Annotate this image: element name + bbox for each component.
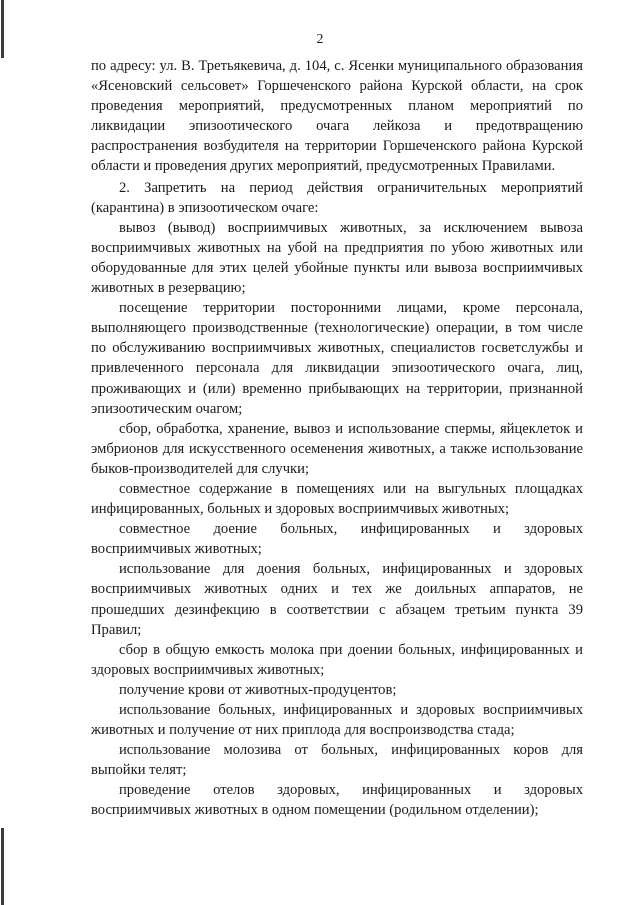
paragraph-calving-ban: проведение отелов здоровых, инфицированных и здоровых восприимчивых животных в одном помещении (родильном отделении); — [91, 782, 583, 819]
scan-edge-bottom — [1, 828, 4, 905]
paragraph-milking-equipment-ban: использование для доения больных, инфицированных и здоровых восприимчивых животных одних и тех же доильных аппаратов, не прошедших дезинфекцию в соответствии с абзацем третьим пункта 39 Правил; — [91, 561, 583, 638]
paragraph-milk-collection-ban: сбор в общую емкость молока при доении больных, инфицированных и здоровых восприимчивых животных; — [91, 641, 583, 678]
paragraph-offspring-ban: использование больных, инфицированных и здоровых восприимчивых животных и получение от них приплода для воспроизводства стада; — [91, 702, 583, 739]
page-number: 2 — [316, 32, 324, 47]
paragraph-export-ban: вывоз (вывод) восприимчивых животных, за исключением вывоза восприимчивых животных на убой на предприятия по убою животных или оборудованные для этих целей убойные пункты или вывоза восприимчивых животных в резервацию; — [91, 219, 583, 297]
paragraph-address: по адресу: ул. В. Третьякевича, д. 104, с. Ясенки муниципального образования «Ясеновский сельсовет» Горшеченского района Курской области, на срок проведения мероприятий, предусмотренных планом мероприятий по ликвидации эпизоотического очага лейкоза и предотвращению распространения возбудителя на территории Горшеченского района Курской области и проведения других мероприятий, предусмотренных Правилами. — [91, 58, 583, 175]
paragraph-semen-ban: сбор, обработка, хранение, вывоз и использование спермы, яйцеклеток и эмбрионов для искусственного осеменения животных, а также использование быков-производителей для случки; — [91, 420, 583, 477]
paragraph-joint-milking-ban: совместное доение больных, инфицированных и здоровых восприимчивых животных; — [91, 521, 583, 558]
paragraph-joint-keeping-ban: совместное содержание в помещениях или на выгульных площадках инфицированных, больных и здоровых восприимчивых животных; — [91, 480, 583, 518]
paragraph-colostrum-ban: использование молозива от больных, инфицированных коров для выпойки телят; — [91, 742, 583, 779]
paragraph-visit-ban: посещение территории посторонними лицами, кроме персонала, выполняющего производственные (технологические) операции, в том числе по обслуживанию восприимчивых животных, специалистов госветслужбы и привлеченного персонала для ликвидации эпизоотического очага, лиц, проживающих и (или) временно прибывающих на территории, признанной эпизоотическим очагом; — [91, 300, 583, 417]
paragraph-blood-ban: получение крови от животных-продуцентов; — [119, 681, 397, 698]
scan-edge-top — [1, 0, 4, 58]
document-body — [91, 56, 583, 821]
paragraph-item-2: 2. Запретить на период действия ограничительных мероприятий (карантина) в эпизоотическом очаге: — [91, 179, 583, 216]
